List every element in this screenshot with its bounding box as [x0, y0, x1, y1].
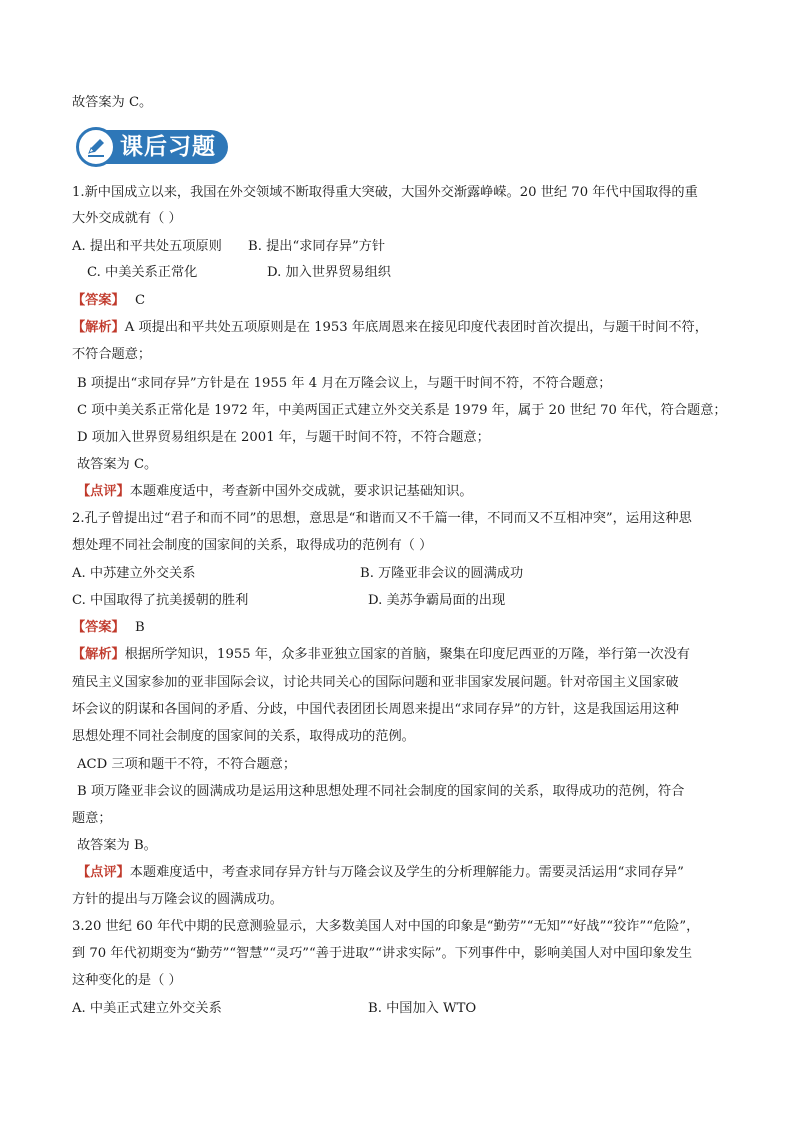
q1-analysis-line3: B 项提出“求同存异”方针是在 1955 年 4 月在万隆会议上，与题干时间不符，不符合题意；	[77, 376, 612, 391]
analysis-text: 根据所学知识，1955 年，众多非亚独立国家的首脑，聚集在印度尼西亚的万隆，举行第一次没有	[124, 647, 690, 662]
q3-stem-line3: 这种变化的是（ ）	[72, 973, 182, 988]
q1-analysis-line5: D 项加入世界贸易组织是在 2001 年，与题干时间不符，不符合题意；	[77, 430, 490, 445]
q2-option-d: D. 美苏争霸局面的出现	[368, 593, 506, 608]
q1-comment	[77, 483, 473, 501]
q2-conclusion: 故答案为 B。	[77, 838, 157, 853]
q2-analysis-line1	[72, 646, 690, 664]
q2-stem-line2: 想处理不同社会制度的国家间的关系，取得成功的范例有（ ）	[72, 538, 433, 553]
top-conclusion: 故答案为 C。	[72, 95, 153, 110]
q2-analysis-line6: B 项万隆亚非会议的圆满成功是运用这种思想处理不同社会制度的国家间的关系，取得成功的范例，符合	[77, 784, 685, 799]
q1-analysis-line2: 不符合题意；	[72, 347, 152, 362]
q2-option-c: C. 中国取得了抗美援朝的胜利	[72, 593, 249, 608]
analysis-label: 【解析】	[72, 320, 125, 335]
q1-option-c: C. 中美关系正常化	[87, 265, 198, 280]
q2-analysis-line7: 题意；	[72, 811, 112, 826]
analysis-text: A 项提出和平共处五项原则是在 1953 年底周恩来在接见印度代表团时首次提出，与题干时间不符，	[124, 320, 708, 335]
q3-option-a: A. 中美正式建立外交关系	[72, 1001, 222, 1016]
pencil-icon	[76, 127, 116, 167]
q1-stem-line1: 1.新中国成立以来，我国在外交领域不断取得重大突破，大国外交渐露峥嵘。20 世纪 70 年代中国取得的重	[72, 185, 698, 200]
answer-label: 【答案】	[72, 620, 125, 635]
q2-stem-line1: 2.孔子曾提出过“君子和而不同”的思想，意思是“和谐而又不千篇一律，不同而又不互相冲突”，运用这种思	[72, 511, 692, 526]
answer-value: C	[134, 293, 146, 308]
q1-analysis-line4: C 项中美关系正常化是 1972 年，中美两国正式建立外交关系是 1979 年，属于 20 世纪 70 年代，符合题意；	[77, 403, 727, 418]
q2-analysis-line2: 殖民主义国家参加的亚非国际会议，讨论共同关心的国际问题和亚非国家发展问题。针对帝国主义国家破	[72, 675, 679, 690]
q1-option-d: D. 加入世界贸易组织	[267, 265, 391, 280]
q2-option-a: A. 中苏建立外交关系	[72, 566, 196, 581]
comment-text: 本题难度适中，考查求同存异方针与万隆会议及学生的分析理解能力。需要灵活运用“求同存异”	[129, 865, 684, 880]
q1-answer	[72, 292, 145, 310]
q2-analysis-line4: 思想处理不同社会制度的国家间的关系，取得成功的范例。	[72, 729, 415, 744]
answer-label: 【答案】	[72, 293, 125, 308]
q1-option-b: B. 提出“求同存异”方针	[248, 239, 386, 254]
comment-label: 【点评】	[77, 865, 130, 880]
section-title: 课后习题	[120, 134, 216, 160]
q2-comment-line2: 方针的提出与万隆会议的圆满成功。	[72, 892, 283, 907]
q1-stem-line2: 大外交成就有（ ）	[72, 211, 182, 226]
q2-analysis-line3: 坏会议的阴谋和各国间的矛盾、分歧，中国代表团团长周恩来提出“求同存异”的方针，这是我国运用这种	[72, 702, 679, 717]
q1-analysis-line1	[72, 319, 708, 337]
q3-option-b: B. 中国加入 WTO	[368, 1001, 477, 1016]
q2-analysis-line5: ACD 三项和题干不符，不符合题意；	[77, 757, 297, 772]
analysis-label: 【解析】	[72, 647, 125, 662]
q1-option-a: A. 提出和平共处五项原则	[72, 239, 222, 254]
q3-stem-line1: 3.20 世纪 60 年代中期的民意测验显示，大多数美国人对中国的印象是“勤劳”“无知”“好战”“狡诈”“危险”，	[72, 919, 700, 934]
q2-option-b: B. 万隆亚非会议的圆满成功	[360, 566, 524, 581]
answer-value: B	[134, 620, 145, 635]
q2-answer	[72, 619, 145, 637]
section-banner	[76, 127, 228, 167]
comment-text: 本题难度适中，考查新中国外交成就，要求识记基础知识。	[129, 484, 473, 499]
q2-comment-line1	[77, 864, 684, 882]
comment-label: 【点评】	[77, 484, 130, 499]
q3-stem-line2: 到 70 年代初期变为“勤劳”“智慧”“灵巧”“善于进取”“讲求实际”。下列事件中，影响美国人对中国印象发生	[72, 946, 693, 961]
q1-conclusion: 故答案为 C。	[77, 457, 158, 472]
